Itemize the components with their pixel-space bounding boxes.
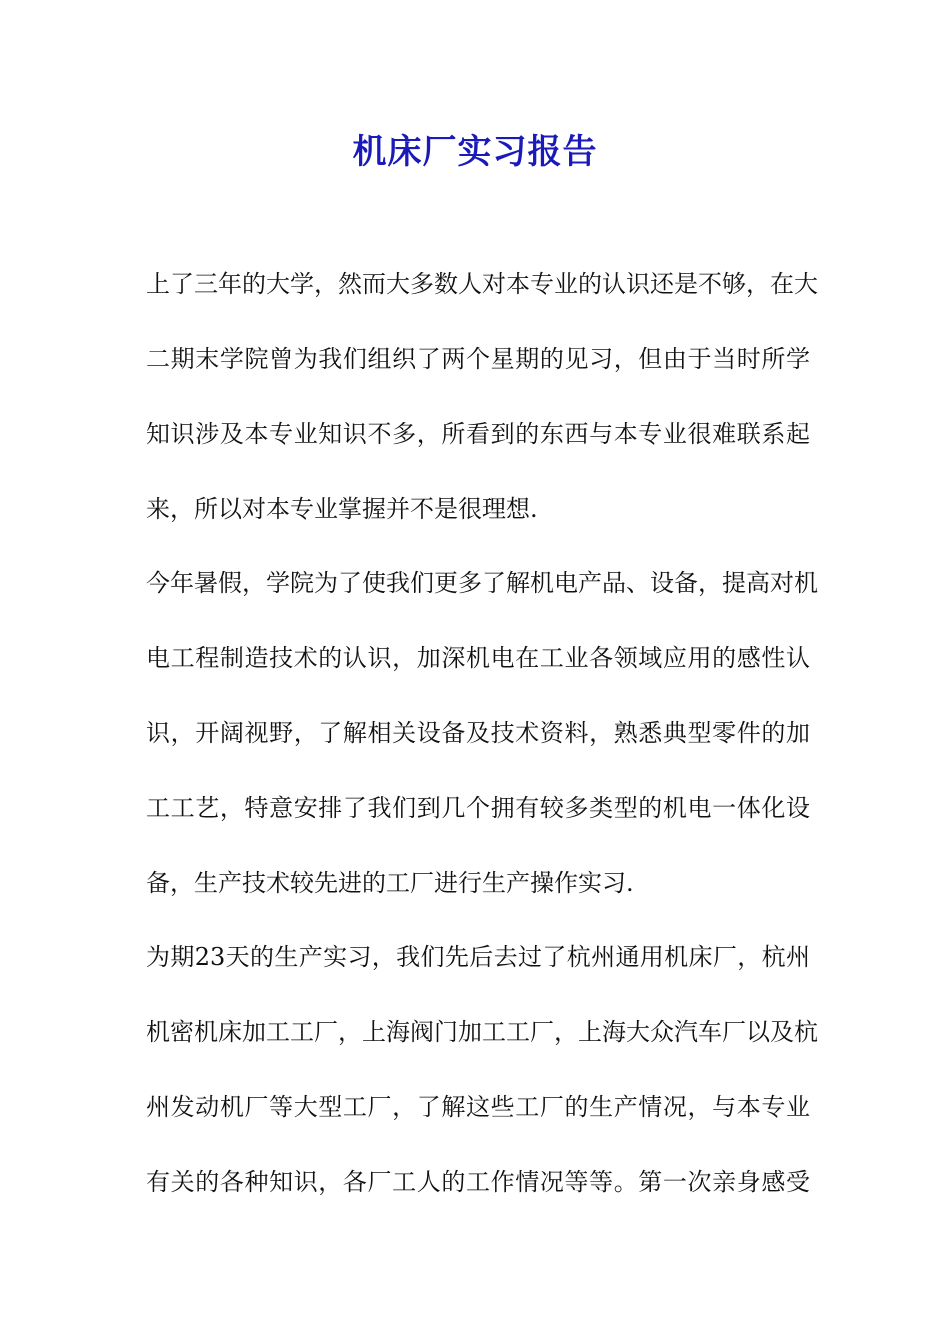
paragraph-1-line-4: 来，所以对本专业掌握并不是很理想. (146, 495, 538, 523)
paragraph-2-line-2: 电工程制造技术的认识，加深机电在工业各领域应用的感性认 (146, 644, 810, 672)
paragraph-2-line-5: 备，生产技术较先进的工厂进行生产操作实习. (146, 869, 634, 897)
paragraph-2-line-4: 工工艺，特意安排了我们到几个拥有较多类型的机电一体化设 (146, 794, 810, 822)
paragraph-2-line-1: 今年暑假，学院为了使我们更多了解机电产品、设备，提高对机 (146, 569, 818, 597)
paragraph-3-line-4: 有关的各种知识，各厂工人的工作情况等等。第一次亲身感受 (146, 1168, 810, 1196)
paragraph-1-line-1: 上了三年的大学，然而大多数人对本专业的认识还是不够，在大 (146, 270, 818, 298)
document-title: 机床厂实习报告 (352, 132, 598, 172)
paragraph-3-line-1: 为期23天的生产实习，我们先后去过了杭州通用机床厂，杭州 (146, 943, 810, 971)
paragraph-3-line-2: 机密机床加工工厂，上海阀门加工工厂，上海大众汽车厂以及杭 (146, 1018, 818, 1046)
paragraph-3-line-3: 州发动机厂等大型工厂，了解这些工厂的生产情况，与本专业 (146, 1093, 810, 1121)
paragraph-1-line-2: 二期末学院曾为我们组织了两个星期的见习，但由于当时所学 (146, 345, 810, 373)
paragraph-2-line-3: 识，开阔视野，了解相关设备及技术资料，熟悉典型零件的加 (146, 719, 810, 747)
paragraph-1-line-3: 知识涉及本专业知识不多，所看到的东西与本专业很难联系起 (146, 420, 810, 448)
